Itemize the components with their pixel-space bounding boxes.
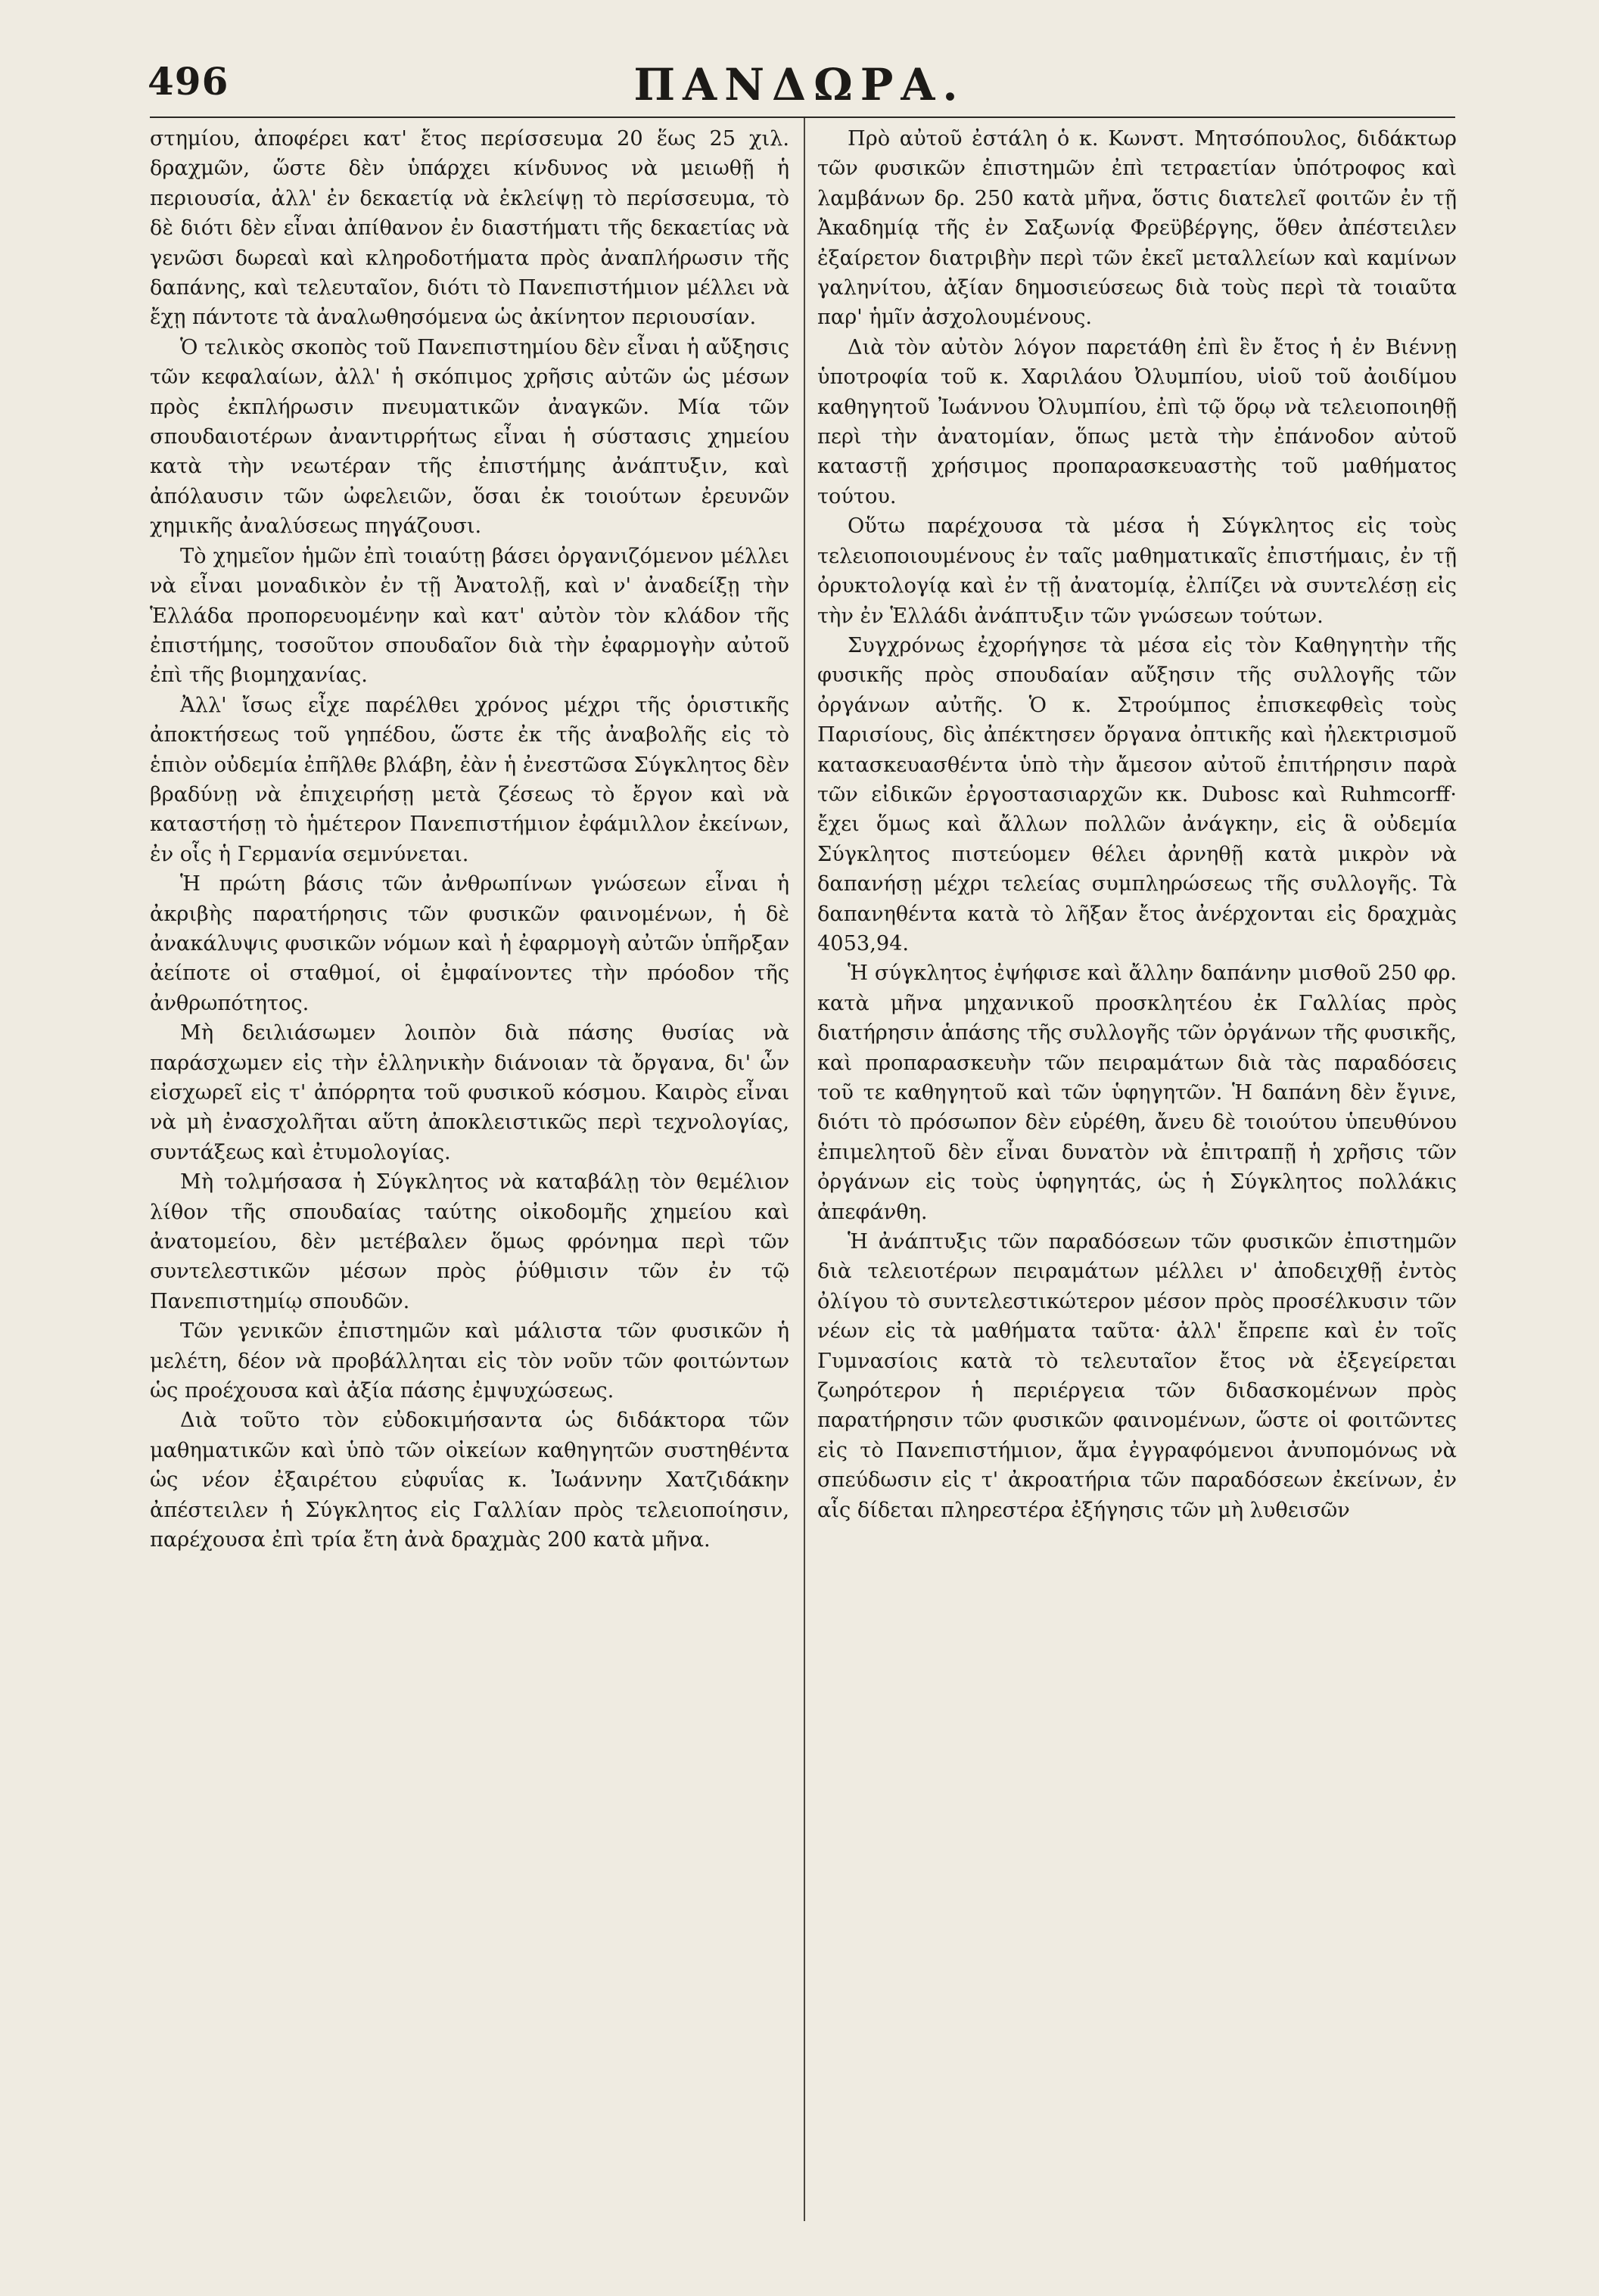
header-rule (150, 117, 1455, 118)
paragraph: Τῶν γενικῶν ἐπιστημῶν καὶ μάλιστα τῶν φυσικῶν ἡ μελέτη, δέον νὰ προβάλληται εἰς τὸν νοῦν τῶν φοιτώντων ὡς προέχουσα καὶ ἀξία πάσης ἐμψυχώσεως. (150, 1319, 789, 1403)
paragraph: Ἡ ἀνάπτυξις τῶν παραδόσεων τῶν φυσικῶν ἐπιστημῶν διὰ τελειοτέρων πειραμάτων μέλλει ν' ἀποδειχθῇ ἐντὸς ὀλίγου τὸ συντελεστικώτερον μέσον πρὸς προσέλκυσιν τῶν νέων εἰς τὰ μαθήματα ταῦτα· ἀλλ' ἔπρεπε καὶ ἐν τοῖς Γυμνασίοις κατὰ τὸ τελευταῖον ἔτος νὰ ἐξεγείρεται ζωηρότερον ἡ περιέργεια τῶν διδασκομένων πρὸς παρατήρησιν τῶν φυσικῶν φαινομένων, ὥστε οἱ φοιτῶντες εἰς τὸ Πανεπιστήμιον, ἅμα ἐγγραφόμενοι ἀνυπομόνως νὰ σπεύδωσιν εἰς τ' ἀκροατήρια τῶν παραδόσεων ἐκείνων, ἐν αἷς δίδεται πληρεστέρα ἐξήγησις τῶν μὴ λυθεισῶν (817, 1230, 1457, 1522)
column-divider (804, 118, 805, 2221)
paragraph: Ὁ τελικὸς σκοπὸς τοῦ Πανεπιστημίου δὲν εἶναι ἡ αὔξησις τῶν κεφαλαίων, ἀλλ' ἡ σκόπιμος χρῆσις αὐτῶν ὡς μέσων πρὸς ἐκπλήρωσιν πνευματικῶν ἀναγκῶν. Μία τῶν σπουδαιοτέρων ἀναντιρρήτως εἶναι ἡ σύστασις χημείου κατὰ τὴν νεωτέραν τῆς ἐπιστήμης ἀνάπτυξιν, καὶ ἀπόλαυσιν τῶν ὠφελειῶν, ὅσαι ἐκ τοιούτων ἐρευνῶν χημικῆς ἀναλύσεως πηγάζουσι. (150, 335, 789, 539)
left-column (150, 124, 789, 1555)
paragraph: Διὰ τοῦτο τὸν εὐδοκιμήσαντα ὡς διδάκτορα τῶν μαθηματικῶν καὶ ὑπὸ τῶν οἰκείων καθηγητῶν συστηθέντα ὡς νέον ἐξαιρέτου εὐφυΐας κ. Ἰωάννην Χατζιδάκην ἀπέστειλεν ἡ Σύγκλητος εἰς Γαλλίαν πρὸς τελειοποίησιν, παρέχουσα ἐπὶ τρία ἔτη ἀνὰ δραχμὰς 200 κατὰ μῆνα. (150, 1409, 789, 1552)
paragraph: στημίου, ἀποφέρει κατ' ἔτος περίσσευμα 20 ἕως 25 χιλ. δραχμῶν, ὥστε δὲν ὑπάρχει κίνδυνος νὰ μειωθῇ ἡ περιουσία, ἀλλ' ἐν δεκαετίᾳ νὰ ἐκλείψῃ τὸ περίσσευμα, τὸ δὲ διότι δὲν εἶναι ἀπίθανον ἐν διαστήματι τῆς δεκαετίας νὰ γενῶσι δωρεαὶ καὶ κληροδοτήματα πρὸς ἀναπλήρωσιν τῆς δαπάνης, καὶ τελευταῖον, διότι τὸ Πανεπιστήμιον μέλλει νὰ ἔχῃ πάντοτε τὰ ἀναλωθησόμενα ὡς ἀκίνητον περιουσίαν. (150, 127, 789, 330)
paragraph: Τὸ χημεῖον ἡμῶν ἐπὶ τοιαύτῃ βάσει ὀργανιζόμενον μέλλει νὰ εἶναι μοναδικὸν ἐν τῇ Ἀνατολῇ, καὶ ν' ἀναδείξῃ τὴν Ἑλλάδα προπορευομένην καὶ κατ' αὐτὸν τὸν κλάδον τῆς ἐπιστήμης, τοσοῦτον σπουδαῖον διὰ τὴν ἐφαρμογὴν αὐτοῦ ἐπὶ τῆς βιομηχανίας. (150, 544, 789, 688)
page-number: 496 (148, 59, 229, 104)
paragraph: Οὕτω παρέχουσα τὰ μέσα ἡ Σύγκλητος εἰς τοὺς τελειοποιουμένους ἐν ταῖς μαθηματικαῖς ἐπιστήμαις, ἐν τῇ ὀρυκτολογίᾳ καὶ ἐν τῇ ἀνατομίᾳ, ἐλπίζει νὰ συντελέσῃ εἰς τὴν ἐν Ἑλλάδι ἀνάπτυξιν τῶν γνώσεων τούτων. (817, 514, 1457, 628)
paragraph: Συγχρόνως ἐχορήγησε τὰ μέσα εἰς τὸν Καθηγητὴν τῆς φυσικῆς πρὸς σπουδαίαν αὔξησιν τῆς συλλογῆς τῶν ὀργάνων αὐτῆς. Ὁ κ. Στρούμπος ἐπισκεφθεὶς τοὺς Παρισίους, δὶς ἀπέκτησεν ὄργανα ὀπτικῆς καὶ ἠλεκτρισμοῦ κατασκευασθέντα ὑπὸ τὴν ἄμεσον αὐτοῦ ἐπιτήρησιν παρὰ τῶν εἰδικῶν ἐργοστασιαρχῶν κκ. Dubosc καὶ Ruhmcorff· ἔχει ὅμως καὶ ἄλλων πολλῶν ἀνάγκην, εἰς ἃ οὐδεμία Σύγκλητος πιστεύομεν θέλει ἀρνηθῇ κατὰ μικρὸν νὰ δαπανήσῃ μέχρι τελείας συμπληρώσεως τῆς συλλογῆς. Τὰ δαπανηθέντα κατὰ τὸ λῆξαν ἔτος ἀνέρχονται εἰς δραχμὰς 4053,94. (817, 633, 1457, 955)
paragraph: Μὴ τολμήσασα ἡ Σύγκλητος νὰ καταβάλῃ τὸν θεμέλιον λίθον τῆς σπουδαίας ταύτης οἰκοδομῆς χημείου καὶ ἀνατομείου, δὲν μετέβαλεν ὅμως φρόνημα περὶ τῶν συντελεστικῶν μέσων πρὸς ῥύθμισιν τῶν ἐν τῷ Πανεπιστημίῳ σπουδῶν. (150, 1170, 789, 1313)
right-column (817, 124, 1457, 1525)
paragraph: Διὰ τὸν αὐτὸν λόγον παρετάθη ἐπὶ ἓν ἔτος ἡ ἐν Βιέννῃ ὑποτροφία τοῦ κ. Χαριλάου Ὀλυμπίου, υἱοῦ τοῦ ἀοιδίμου καθηγητοῦ Ἰωάννου Ὀλυμπίου, ἐπὶ τῷ ὅρῳ νὰ τελειοποιηθῇ περὶ τὴν ἀνατομίαν, ὅπως μετὰ τὴν ἐπάνοδον αὐτοῦ καταστῇ χρήσιμος προπαρασκευαστὴς τοῦ μαθήματος τούτου. (817, 335, 1457, 508)
running-head-title: ΠΑΝΔΩΡΑ. (633, 59, 966, 110)
paragraph: Ἡ πρώτη βάσις τῶν ἀνθρωπίνων γνώσεων εἶναι ἡ ἀκριβὴς παρατήρησις τῶν φυσικῶν φαινομένων, ἡ δὲ ἀνακάλυψις φυσικῶν νόμων καὶ ἡ ἐφαρμογὴ αὐτῶν ὑπῆρξαν ἀείποτε οἱ σταθμοί, οἱ ἐμφαίνοντες τὴν πρόοδον τῆς ἀνθρωπότητος. (150, 872, 789, 1015)
paragraph: Ἀλλ' ἴσως εἶχε παρέλθει χρόνος μέχρι τῆς ὁριστικῆς ἀποκτήσεως τοῦ γηπέδου, ὥστε ἐκ τῆς ἀναβολῆς εἰς τὸ ἑπιὸν οὐδεμία ἐπῆλθε βλάβη, ἐὰν ἡ ἐνεστῶσα Σύγκλητος δὲν βραδύνῃ νὰ ἐπιχειρήσῃ μετὰ ζέσεως τὸ ἔργον καὶ νὰ καταστήσῃ τὸ ἡμέτερον Πανεπιστήμιον ἐφάμιλλον ἐκείνων, ἐν οἷς ἡ Γερμανία σεμνύνεται. (150, 693, 789, 866)
paragraph: Μὴ δειλιάσωμεν λοιπὸν διὰ πάσης θυσίας νὰ παράσχωμεν εἰς τὴν ἑλληνικὴν διάνοιαν τὰ ὄργανα, δι' ὧν εἰσχωρεῖ εἰς τ' ἀπόρρητα τοῦ φυσικοῦ κόσμου. Καιρὸς εἶναι νὰ μὴ ἐνασχολῆται αὕτη ἀποκλειστικῶς περὶ τεχνολογίας, συντάξεως καὶ ἐτυμολογίας. (150, 1021, 789, 1164)
paragraph: Ἡ σύγκλητος ἐψήφισε καὶ ἄλλην δαπάνην μισθοῦ 250 φρ. κατὰ μῆνα μηχανικοῦ προσκλητέου ἐκ Γαλλίας πρὸς διατήρησιν ἁπάσης τῆς συλλογῆς τῶν ὀργάνων τῆς φυσικῆς, καὶ προπαρασκευὴν τῶν πειραμάτων διὰ τὰς παραδόσεις τοῦ τε καθηγητοῦ καὶ τῶν ὑφηγητῶν. Ἡ δαπάνη δὲν ἔγινε, διότι τὸ πρόσωπον δὲν εὑρέθη, ἄνευ δὲ τοιούτου ὑπευθύνου ἐπιμελητοῦ δὲν εἶναι δυνατὸν νὰ ἐπιτραπῇ ἡ χρῆσις τῶν ὀργάνων εἰς τοὺς ὑφηγητάς, ὡς ἡ Σύγκλητος πολλάκις ἀπεφάνθη. (817, 962, 1457, 1224)
paragraph: Πρὸ αὐτοῦ ἐστάλη ὁ κ. Κωνστ. Μητσόπουλος, διδάκτωρ τῶν φυσικῶν ἐπιστημῶν ἐπὶ τετραετίαν ὑπότροφος καὶ λαμβάνων δρ. 250 κατὰ μῆνα, ὅστις διατελεῖ φοιτῶν ἐν τῇ Ἀκαδημίᾳ τῆς ἐν Σαξωνίᾳ Φρεϋβέργης, ὅθεν ἀπέστειλεν ἐξαίρετον διατριβὴν περὶ τῶν ἐκεῖ μεταλλείων καὶ καμίνων γαληνίτου, ἀξίαν δημοσιεύσεως διὰ τοὺς περὶ τὰ τοιαῦτα παρ' ἡμῖν ἀσχολουμένους. (817, 127, 1457, 330)
